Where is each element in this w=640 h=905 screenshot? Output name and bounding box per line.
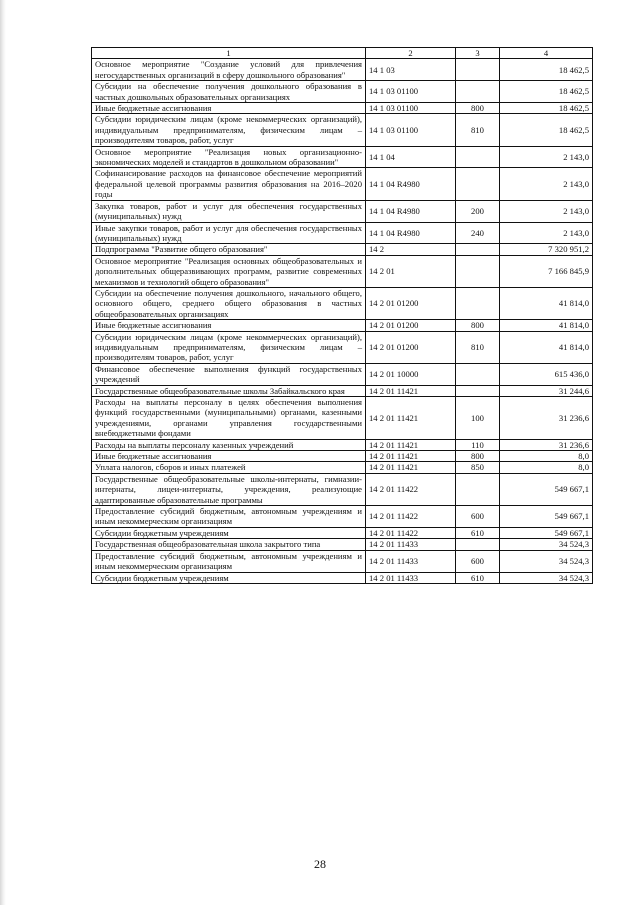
row-type: 100	[456, 397, 500, 440]
row-type: 800	[456, 103, 500, 114]
row-type	[456, 59, 500, 81]
scan-edge-shadow	[0, 0, 6, 905]
row-code: 14 2 01 11433	[366, 539, 456, 550]
row-code: 14 2 01 11421	[366, 397, 456, 440]
row-code: 14 1 03 01100	[366, 114, 456, 146]
row-type	[456, 287, 500, 319]
row-name: Государственная общеобразовательная школа закрытого типа	[92, 539, 366, 550]
row-sum: 34 524,3	[500, 572, 593, 583]
row-code: 14 2 01 10000	[366, 363, 456, 385]
table-row	[92, 506, 593, 528]
row-code: 14 2 01	[366, 255, 456, 287]
row-type	[456, 146, 500, 168]
row-name: Субсидии бюджетным учреждениям	[92, 527, 366, 538]
table-row	[92, 363, 593, 385]
row-code: 14 2 01 11421	[366, 462, 456, 473]
budget-table	[91, 47, 593, 584]
table-row	[92, 81, 593, 103]
row-type	[456, 473, 500, 505]
row-name: Предоставление субсидий бюджетным, автономным учреждениям и иным некоммерческим организациям	[92, 550, 366, 572]
row-sum: 34 524,3	[500, 539, 593, 550]
row-sum: 615 436,0	[500, 363, 593, 385]
row-type	[456, 244, 500, 255]
row-type	[456, 385, 500, 396]
row-code: 14 2 01 11433	[366, 572, 456, 583]
table-row	[92, 146, 593, 168]
row-type: 810	[456, 331, 500, 363]
row-sum: 34 524,3	[500, 550, 593, 572]
table-row	[92, 385, 593, 396]
row-name: Основное мероприятие "Реализация основных общеобразовательных и дополнительных общеразвивающих программ, развитие современных механизмов и технологий общего образования"	[92, 255, 366, 287]
table-row	[92, 550, 593, 572]
row-type: 800	[456, 451, 500, 462]
table-row	[92, 473, 593, 505]
row-sum: 41 814,0	[500, 287, 593, 319]
row-code: 14 1 03 01100	[366, 103, 456, 114]
row-type: 610	[456, 527, 500, 538]
row-sum: 2 143,0	[500, 200, 593, 222]
row-sum: 18 462,5	[500, 81, 593, 103]
page-number: 28	[314, 857, 326, 871]
row-sum: 8,0	[500, 462, 593, 473]
row-code: 14 2 01 01200	[366, 287, 456, 319]
header-col-code: 2	[366, 48, 456, 59]
row-sum: 549 667,1	[500, 506, 593, 528]
row-type: 800	[456, 320, 500, 331]
row-type	[456, 81, 500, 103]
row-code: 14 2 01 11421	[366, 385, 456, 396]
table-row	[92, 244, 593, 255]
header-row	[92, 48, 593, 59]
table-row	[92, 397, 593, 440]
row-code: 14 1 04	[366, 146, 456, 168]
row-sum: 7 320 951,2	[500, 244, 593, 255]
row-name: Субсидии бюджетным учреждениям	[92, 572, 366, 583]
table-row	[92, 539, 593, 550]
row-name: Государственные общеобразовательные школы Забайкальского края	[92, 385, 366, 396]
table-row	[92, 59, 593, 81]
row-sum: 2 143,0	[500, 222, 593, 244]
table-row	[92, 287, 593, 319]
row-sum: 7 166 845,9	[500, 255, 593, 287]
table-row	[92, 462, 593, 473]
row-sum: 41 814,0	[500, 320, 593, 331]
row-code: 14 2 01 11422	[366, 473, 456, 505]
row-sum: 8,0	[500, 451, 593, 462]
row-type: 850	[456, 462, 500, 473]
row-type: 610	[456, 572, 500, 583]
row-name: Предоставление субсидий бюджетным, автономным учреждениям и иным некоммерческим организациям	[92, 506, 366, 528]
row-code: 14 2 01 11421	[366, 439, 456, 450]
row-type: 600	[456, 550, 500, 572]
row-name: Иные закупки товаров, работ и услуг для обеспечения государственных (муниципальных) нужд	[92, 222, 366, 244]
table-row	[92, 200, 593, 222]
row-type	[456, 363, 500, 385]
row-name: Закупка товаров, работ и услуг для обеспечения государственных (муниципальных) нужд	[92, 200, 366, 222]
row-type	[456, 539, 500, 550]
row-sum: 41 814,0	[500, 331, 593, 363]
row-sum: 18 462,5	[500, 114, 593, 146]
row-type: 110	[456, 439, 500, 450]
table-row	[92, 320, 593, 331]
table-row	[92, 114, 593, 146]
row-name: Субсидии на обеспечение получения дошкольного образования в частных дошкольных образовательных организациях	[92, 81, 366, 103]
row-name: Субсидии юридическим лицам (кроме некоммерческих организаций), индивидуальным предпринимателям, физическим лицам – производителям товаров, работ, услуг	[92, 114, 366, 146]
row-code: 14 2 01 11421	[366, 451, 456, 462]
row-sum: 2 143,0	[500, 146, 593, 168]
row-name: Субсидии юридическим лицам (кроме некоммерческих организаций), индивидуальным предпринимателям, физическим лицам – производителям товаров, работ, услуг	[92, 331, 366, 363]
table-row	[92, 222, 593, 244]
row-code: 14 2 01 01200	[366, 320, 456, 331]
table-row	[92, 439, 593, 450]
row-name: Подпрограмма "Развитие общего образования"	[92, 244, 366, 255]
row-code: 14 2 01 11422	[366, 527, 456, 538]
row-name: Основное мероприятие "Создание условий для привлечения негосударственных организаций в сферу дошкольного образования"	[92, 59, 366, 81]
table-row	[92, 572, 593, 583]
row-code: 14 2 01 01200	[366, 331, 456, 363]
row-sum: 18 462,5	[500, 59, 593, 81]
table-row	[92, 331, 593, 363]
row-sum: 549 667,1	[500, 527, 593, 538]
row-name: Государственные общеобразовательные школы-интернаты, гимназии-интернаты, лицеи-интернаты, учреждения, реализующие адаптированные образовательные программы	[92, 473, 366, 505]
row-name: Иные бюджетные ассигнования	[92, 103, 366, 114]
row-sum: 549 667,1	[500, 473, 593, 505]
row-code: 14 2	[366, 244, 456, 255]
table-row	[92, 168, 593, 200]
header-col-type: 3	[456, 48, 500, 59]
table-body	[92, 59, 593, 584]
row-name: Субсидии на обеспечение получения дошкольного, начального общего, основного общего, среднего общего образования в частных общеобразовательных организациях	[92, 287, 366, 319]
row-name: Софинансирование расходов на финансовое обеспечение мероприятий федеральной целевой программы развития образования на 2016–2020 годы	[92, 168, 366, 200]
row-sum: 31 236,6	[500, 439, 593, 450]
row-type	[456, 168, 500, 200]
row-name: Финансовое обеспечение выполнения функций государственных учреждений	[92, 363, 366, 385]
table-row	[92, 527, 593, 538]
row-code: 14 1 04 R4980	[366, 200, 456, 222]
row-name: Расходы на выплаты персоналу казенных учреждений	[92, 439, 366, 450]
row-name: Иные бюджетные ассигнования	[92, 320, 366, 331]
row-sum: 2 143,0	[500, 168, 593, 200]
row-name: Расходы на выплаты персоналу в целях обеспечения выполнения функций государственными (муниципальными) органами, казенными учреждениями, органами управления государственными внебюджетными фондами	[92, 397, 366, 440]
row-sum: 31 236,6	[500, 397, 593, 440]
header-col-name: 1	[92, 48, 366, 59]
row-type: 200	[456, 200, 500, 222]
row-code: 14 2 01 11422	[366, 506, 456, 528]
table-row	[92, 451, 593, 462]
row-code: 14 1 04 R4980	[366, 222, 456, 244]
row-sum: 18 462,5	[500, 103, 593, 114]
row-type: 240	[456, 222, 500, 244]
row-code: 14 1 03 01100	[366, 81, 456, 103]
header-col-sum: 4	[500, 48, 593, 59]
row-type	[456, 255, 500, 287]
table-row	[92, 255, 593, 287]
row-code: 14 2 01 11433	[366, 550, 456, 572]
row-code: 14 1 04 R4980	[366, 168, 456, 200]
row-code: 14 1 03	[366, 59, 456, 81]
table-header	[92, 48, 593, 59]
table-row	[92, 103, 593, 114]
row-sum: 31 244,6	[500, 385, 593, 396]
row-type: 810	[456, 114, 500, 146]
row-name: Основное мероприятие "Реализация новых организационно-экономических моделей и стандартов в дошкольном образовании"	[92, 146, 366, 168]
row-name: Иные бюджетные ассигнования	[92, 451, 366, 462]
row-type: 600	[456, 506, 500, 528]
row-name: Уплата налогов, сборов и иных платежей	[92, 462, 366, 473]
